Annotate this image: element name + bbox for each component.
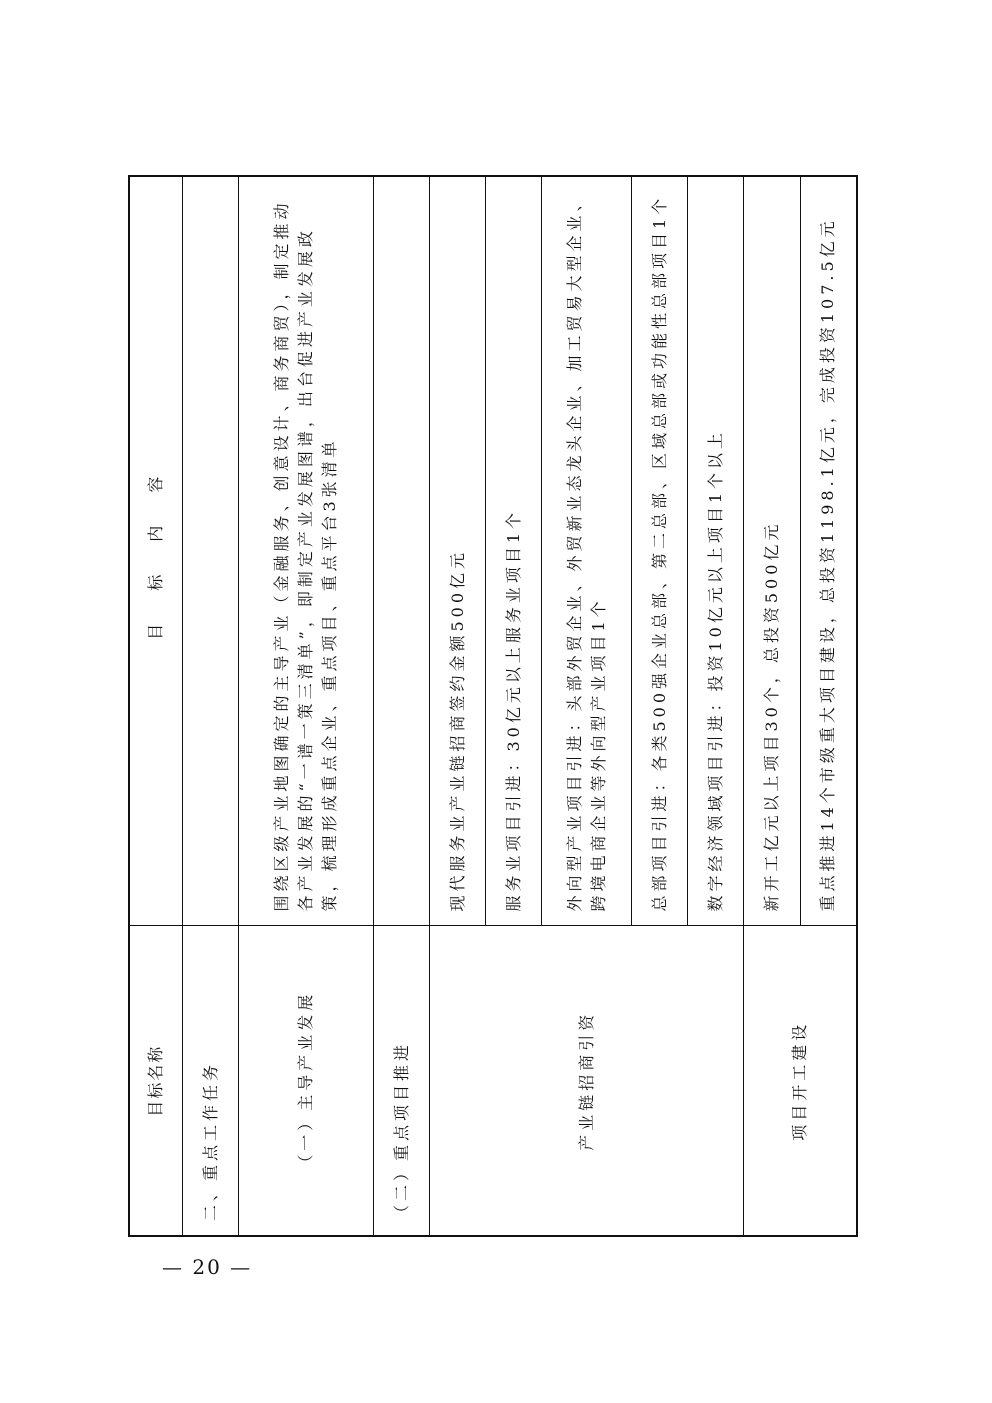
group-name: 产业链招商引资 — [430, 926, 744, 1236]
item-cell: 总部项目引进：各类500强企业总部、第二总部、区域总部或功能性总部项目1个 — [632, 176, 688, 926]
section-row — [183, 176, 239, 1236]
section-empty-cell — [183, 176, 239, 926]
table-row — [430, 176, 486, 1236]
item-cell — [374, 176, 430, 926]
item-cell: 服务业项目引进：30亿元以上服务业项目1个 — [486, 176, 542, 926]
item-cell: 重点推进14个市级重大项目建设，总投资1198.1亿元，完成投资107.5亿元 — [800, 176, 857, 926]
table-row — [239, 176, 374, 1236]
item-cell: 外向型产业项目引进：头部外贸企业、外贸新业态龙头企业、加工贸易大型企业、跨境电商企业等外向型产业项目1个 — [542, 176, 632, 926]
item-cell: 围绕区级产业地图确定的主导产业（金融服务、创意设计、商务商贸），制定推动各产业发展的“一谱一策三清单”，即制定产业发展图谱，出台促进产业发展政策，梳理形成重点企业、重点项目、重点平台3张清单 — [239, 176, 374, 926]
header-name-col: 目标名称 — [129, 926, 183, 1236]
page-number: — 20 — — [162, 1255, 253, 1279]
item-cell: 数字经济领域项目引进：投资10亿元以上项目1个以上 — [688, 176, 744, 926]
group-name: （二）重点项目推进 — [374, 926, 430, 1236]
table-header-row — [129, 176, 183, 1236]
section-title: 二、重点工作任务 — [183, 926, 239, 1236]
group-name: 项目开工建设 — [744, 926, 857, 1236]
group-name: （一）主导产业发展 — [239, 926, 374, 1236]
rotated-table-container — [128, 177, 858, 1237]
item-cell: 新开工亿元以上项目30个，总投资500亿元 — [744, 176, 800, 926]
table-row — [374, 176, 430, 1236]
header-content-col: 目 标 内 容 — [129, 176, 183, 926]
targets-table — [128, 175, 858, 1237]
table-row — [744, 176, 800, 1236]
item-cell: 现代服务业产业链招商签约金额500亿元 — [430, 176, 486, 926]
